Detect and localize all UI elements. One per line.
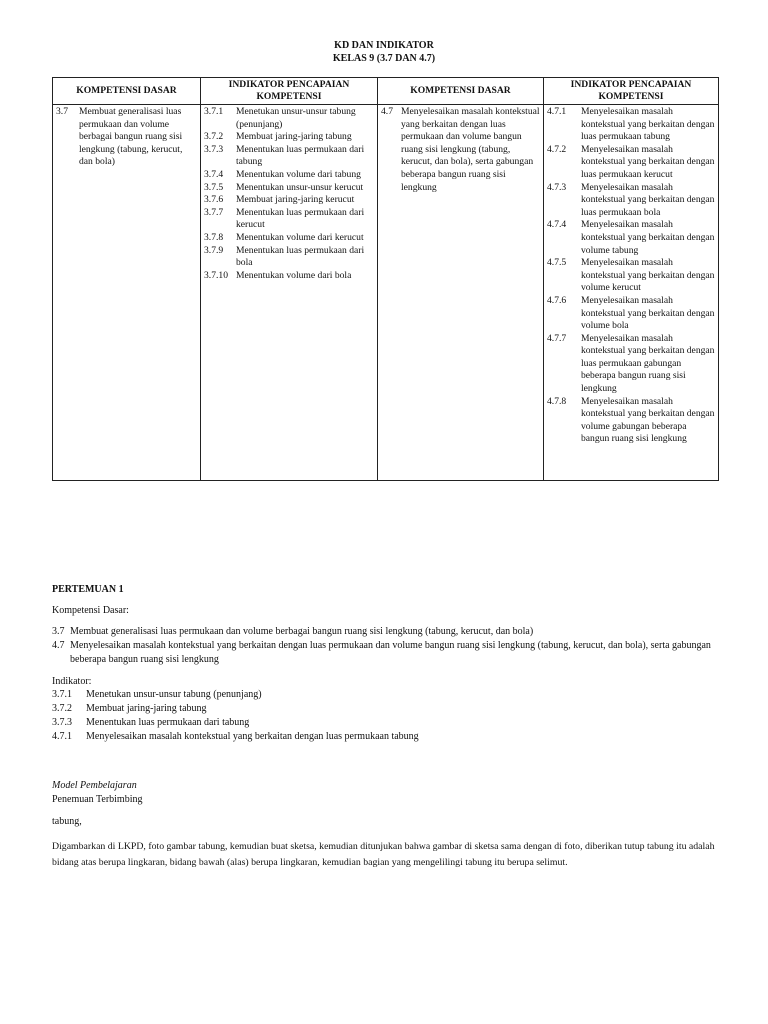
indikator-text: Menentukan volume dari kerucut — [236, 231, 364, 243]
description-paragraph: Digambarkan di LKPD, foto gambar tabung, kemudian buat sketsa, kemudian ditunjukan bahwa gambar di sketsa sama dengan di foto, diberikan tutup tabung itu adalah bidang atas berupa lingkaran, bidang bawah (alas) berupa lingkaran, kemudian bagian yang mengelilingi tabung itu berupa selimut. — [52, 841, 715, 868]
kd-list — [52, 625, 732, 667]
kd-cell-4-7 — [378, 105, 544, 481]
indikator-number: 4.7.1 — [52, 731, 72, 742]
indikator-number: 3.7.7 — [204, 206, 224, 218]
indikator-text: Membuat jaring-jaring tabung — [236, 131, 352, 143]
document-subtitle: KELAS 9 (3.7 DAN 4.7) — [332, 53, 436, 64]
tabung-note: tabung, — [52, 816, 82, 827]
indikator-text: Membuat jaring-jaring kerucut — [236, 194, 355, 206]
indikator-number: 4.7.7 — [547, 332, 567, 344]
indikator-item — [204, 207, 374, 232]
indikator-text: Menyelesaikan masalah kontekstual yang berkaitan dengan luas permukaan kerucut — [581, 143, 715, 180]
kd-item — [56, 106, 197, 169]
indikator-number: 4.7.3 — [547, 181, 567, 193]
header-indikator-1: INDIKATOR PENCAPAIAN KOMPETENSI — [201, 78, 378, 105]
indikator-number: 3.7.3 — [52, 717, 72, 728]
indikator-number: 3.7.1 — [52, 689, 72, 700]
indikator-text: Menyelesaikan masalah kontekstual yang berkaitan dengan volume kerucut — [581, 257, 715, 294]
kd-number: 4.7 — [52, 640, 65, 651]
indikator-text: Membuat jaring-jaring tabung — [86, 703, 207, 714]
indikator-number: 3.7.1 — [204, 106, 224, 117]
indikator-item — [547, 182, 715, 220]
indikator-number: 4.7.6 — [547, 294, 567, 306]
indikator-item — [204, 194, 374, 207]
indikator-text: Menyelesaikan masalah kontekstual yang berkaitan dengan luas permukaan tabung — [581, 106, 715, 143]
indikator-text: Menyelesaikan masalah kontekstual yang berkaitan dengan volume tabung — [581, 219, 715, 256]
indikator-item — [547, 106, 715, 144]
indikator-item — [547, 396, 715, 446]
indikator-item — [204, 245, 374, 270]
indikator-number: 4.7.1 — [547, 106, 567, 117]
indikator-number: 3.7.8 — [204, 231, 224, 243]
list-item — [52, 639, 732, 667]
kd-cell-3-7 — [53, 105, 201, 481]
indikator-number: 3.7.5 — [204, 181, 224, 193]
list-item — [52, 625, 732, 639]
indikator-item — [547, 219, 715, 257]
header-indikator-2: INDIKATOR PENCAPAIAN KOMPETENSI — [544, 78, 719, 105]
list-item — [52, 702, 732, 716]
kd-text: Menyelesaikan masalah kontekstual yang berkaitan dengan luas permukaan dan volume bangun ruang sisi lengkung (tabung, kerucut, dan bola), serta gabungan beberapa bangun ruang sisi lengkung — [401, 106, 540, 193]
indikator-number: 4.7.5 — [547, 257, 567, 269]
list-item — [52, 730, 732, 744]
indikator-text: Menyelesaikan masalah kontekstual yang berkaitan dengan volume bola — [581, 294, 715, 332]
indikator-item — [547, 144, 715, 182]
model-pembelajaran-label: Model Pembelajaran — [52, 780, 137, 791]
indikator-number: 3.7.9 — [204, 244, 224, 256]
kd-text: Menyelesaikan masalah kontekstual yang berkaitan dengan luas permukaan dan volume bangun ruang sisi lengkung (tabung, kerucut, dan bola), serta gabungan beberapa bangun ruang sisi lengkung — [70, 640, 711, 665]
indikator-item — [204, 232, 374, 245]
indikator-number: 4.7.4 — [547, 219, 567, 231]
indikator-text: Menyelesaikan masalah kontekstual yang berkaitan dengan luas permukaan tabung — [86, 731, 419, 742]
kd-text: Membuat generalisasi luas permukaan dan volume berbagai bangun ruang sisi lengkung (tabung, kerucut, dan bola) — [70, 626, 534, 637]
kd-indikator-table — [52, 77, 719, 481]
indikator-item — [547, 257, 715, 295]
document-title: KD DAN INDIKATOR — [334, 40, 434, 51]
indikator-text: Menentukan luas permukaan dari kerucut — [236, 206, 365, 231]
indikator-text: Menetukan unsur-unsur tabung (penunjang) — [236, 106, 356, 130]
indikator-item — [547, 333, 715, 396]
kd-item — [381, 106, 540, 194]
indikator-text: Menentukan volume dari tabung — [236, 168, 361, 180]
table-header-row — [53, 78, 719, 105]
indikator-number: 4.7.2 — [547, 143, 567, 155]
indikator-text: Menentukan unsur-unsur kerucut — [236, 181, 364, 193]
header-kd-2: KOMPETENSI DASAR — [378, 78, 544, 105]
indikator-number: 3.7.2 — [52, 703, 72, 714]
header-kd-1: KOMPETENSI DASAR — [53, 78, 201, 105]
indikator-item — [204, 169, 374, 182]
indikator-item — [204, 270, 374, 283]
indikator-text: Menyelesaikan masalah kontekstual yang berkaitan dengan luas permukaan bola — [581, 181, 715, 218]
indikator-number: 3.7.3 — [204, 143, 224, 155]
indikator-item — [204, 182, 374, 195]
indikator-item — [204, 144, 374, 169]
indikator-list — [52, 688, 732, 744]
indikator-item — [204, 131, 374, 144]
list-item — [52, 688, 732, 702]
indikator-number: 3.7.6 — [204, 194, 224, 206]
kd-number: 3.7 — [56, 106, 68, 117]
list-item — [52, 716, 732, 730]
indikator-number: 3.7.4 — [204, 168, 224, 180]
kd-label: Kompetensi Dasar: — [52, 605, 129, 616]
indikator-text: Menyelesaikan masalah kontekstual yang berkaitan dengan volume gabungan beberapa bangun ruang sisi lengkung — [581, 395, 715, 445]
indikator-text: Menetukan unsur-unsur tabung (penunjang) — [86, 689, 262, 700]
indikator-cell-4-7 — [544, 105, 719, 481]
kd-number: 3.7 — [52, 626, 65, 637]
model-pembelajaran-value: Penemuan Terbimbing — [52, 794, 143, 805]
indikator-number: 3.7.10 — [204, 269, 228, 281]
indikator-text: Menentukan luas permukaan dari tabung — [236, 143, 365, 168]
table-row — [53, 105, 719, 481]
indikator-text: Menentukan luas permukaan dari bola — [236, 244, 365, 269]
kd-text: Membuat generalisasi luas permukaan dan volume berbagai bangun ruang sisi lengkung (tabung, kerucut, dan bola) — [79, 106, 183, 168]
indikator-number: 3.7.2 — [204, 131, 224, 143]
indikator-item — [547, 295, 715, 333]
indikator-label: Indikator: — [52, 676, 92, 687]
indikator-cell-3-7 — [201, 105, 378, 481]
indikator-number: 4.7.8 — [547, 395, 567, 407]
indikator-text: Menentukan volume dari bola — [236, 269, 352, 281]
kd-number: 4.7 — [381, 106, 393, 117]
indikator-text: Menentukan luas permukaan dari tabung — [86, 717, 250, 728]
indikator-item — [204, 106, 374, 131]
indikator-text: Menyelesaikan masalah kontekstual yang berkaitan dengan luas permukaan gabungan beberapa bangun ruang sisi lengkung — [581, 332, 715, 395]
pertemuan-heading: PERTEMUAN 1 — [52, 584, 124, 595]
